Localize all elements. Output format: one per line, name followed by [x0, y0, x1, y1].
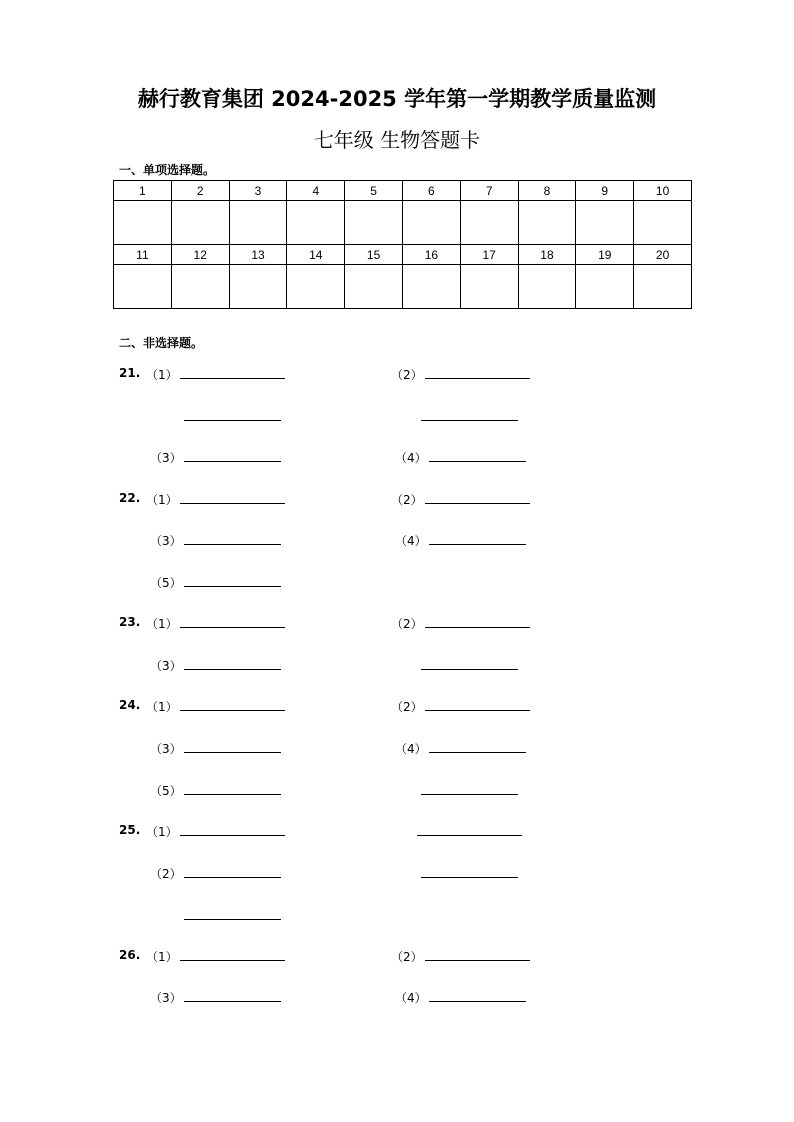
answer-blank[interactable] [421, 669, 518, 670]
answer-blank[interactable] [180, 960, 285, 961]
answer-cell[interactable] [345, 201, 403, 245]
answer-cell[interactable] [576, 201, 634, 245]
answer-cell[interactable] [460, 201, 518, 245]
answer-cell[interactable] [402, 201, 460, 245]
page-subtitle: 七年级 生物答题卡 [313, 128, 481, 152]
grid-number-cell: 20 [634, 245, 692, 265]
answer-blank[interactable] [429, 461, 526, 462]
part-label: （4） [395, 534, 427, 548]
answer-cell[interactable] [114, 201, 172, 245]
answer-blank[interactable] [425, 503, 530, 504]
part-label: （3） [150, 659, 182, 673]
part-label: （4） [395, 451, 427, 465]
part-label: （2） [391, 368, 423, 382]
part-label: （4） [395, 991, 427, 1005]
grid-number-row [114, 181, 692, 201]
question-number: 25. [119, 823, 141, 837]
answer-blank[interactable] [180, 835, 285, 836]
grid-number-cell: 13 [229, 245, 287, 265]
grid-number-cell: 19 [576, 245, 634, 265]
section-heading-choice: 一、单项选择题。 [119, 163, 216, 177]
grid-number-cell: 3 [229, 181, 287, 201]
question-number: 24. [119, 698, 141, 712]
part-label: （3） [150, 991, 182, 1005]
answer-blank[interactable] [421, 794, 518, 795]
answer-cell[interactable] [576, 265, 634, 309]
part-label: （1） [146, 825, 178, 839]
answer-cell[interactable] [229, 265, 287, 309]
answer-blank[interactable] [184, 1001, 281, 1002]
grid-answer-row [114, 265, 692, 309]
answer-blank[interactable] [180, 503, 285, 504]
part-label: （1） [146, 700, 178, 714]
part-label: （2） [150, 867, 182, 881]
grid-number-cell: 10 [634, 181, 692, 201]
answer-blank[interactable] [184, 919, 281, 920]
part-label: （1） [146, 617, 178, 631]
answer-blank[interactable] [184, 877, 281, 878]
part-label: （3） [150, 742, 182, 756]
answer-cell[interactable] [229, 201, 287, 245]
answer-blank[interactable] [180, 378, 285, 379]
part-label: （1） [146, 950, 178, 964]
page-title: 赫行教育集团 2024-2025 学年第一学期教学质量监测 [137, 87, 657, 111]
part-label: （2） [391, 700, 423, 714]
answer-blank[interactable] [429, 752, 526, 753]
answer-blank[interactable] [184, 794, 281, 795]
answer-cell[interactable] [634, 201, 692, 245]
part-label: （1） [146, 368, 178, 382]
grid-answer-row [114, 201, 692, 245]
grid-number-cell: 11 [114, 245, 172, 265]
answer-cell[interactable] [287, 265, 345, 309]
answer-grid [113, 180, 692, 309]
part-label: （5） [150, 576, 182, 590]
answer-blank[interactable] [180, 710, 285, 711]
answer-blank[interactable] [425, 960, 530, 961]
answer-cell[interactable] [287, 201, 345, 245]
part-label: （2） [391, 493, 423, 507]
answer-blank[interactable] [184, 544, 281, 545]
answer-cell[interactable] [171, 265, 229, 309]
part-label: （3） [150, 534, 182, 548]
grid-number-cell: 14 [287, 245, 345, 265]
grid-number-cell: 2 [171, 181, 229, 201]
answer-blank[interactable] [180, 627, 285, 628]
question-number: 22. [119, 491, 141, 505]
answer-cell[interactable] [171, 201, 229, 245]
answer-cell[interactable] [518, 201, 576, 245]
grid-number-cell: 6 [402, 181, 460, 201]
question-number: 23. [119, 615, 141, 629]
answer-blank[interactable] [429, 1001, 526, 1002]
answer-blank[interactable] [425, 378, 530, 379]
part-label: （1） [146, 493, 178, 507]
answer-blank[interactable] [429, 544, 526, 545]
answer-cell[interactable] [402, 265, 460, 309]
answer-cell[interactable] [634, 265, 692, 309]
grid-number-row [114, 245, 692, 265]
answer-blank[interactable] [425, 627, 530, 628]
grid-number-cell: 5 [345, 181, 403, 201]
answer-blank[interactable] [184, 461, 281, 462]
part-label: （3） [150, 451, 182, 465]
question-number: 21. [119, 366, 141, 380]
grid-number-cell: 9 [576, 181, 634, 201]
part-label: （4） [395, 742, 427, 756]
answer-cell[interactable] [345, 265, 403, 309]
answer-cell[interactable] [460, 265, 518, 309]
answer-blank[interactable] [417, 835, 522, 836]
answer-cell[interactable] [114, 265, 172, 309]
question-number: 26. [119, 948, 141, 962]
grid-number-cell: 17 [460, 245, 518, 265]
answer-blank[interactable] [421, 420, 518, 421]
grid-number-cell: 16 [402, 245, 460, 265]
grid-number-cell: 12 [171, 245, 229, 265]
grid-number-cell: 7 [460, 181, 518, 201]
answer-blank[interactable] [184, 669, 281, 670]
grid-number-cell: 4 [287, 181, 345, 201]
answer-blank[interactable] [421, 877, 518, 878]
answer-cell[interactable] [518, 265, 576, 309]
answer-blank[interactable] [184, 586, 281, 587]
part-label: （2） [391, 617, 423, 631]
answer-blank[interactable] [184, 752, 281, 753]
answer-blank[interactable] [184, 420, 281, 421]
grid-number-cell: 8 [518, 181, 576, 201]
answer-blank[interactable] [425, 710, 530, 711]
grid-number-cell: 15 [345, 245, 403, 265]
part-label: （5） [150, 784, 182, 798]
grid-number-cell: 18 [518, 245, 576, 265]
section-heading-non-choice: 二、非选择题。 [119, 336, 204, 350]
grid-number-cell: 1 [114, 181, 172, 201]
part-label: （2） [391, 950, 423, 964]
